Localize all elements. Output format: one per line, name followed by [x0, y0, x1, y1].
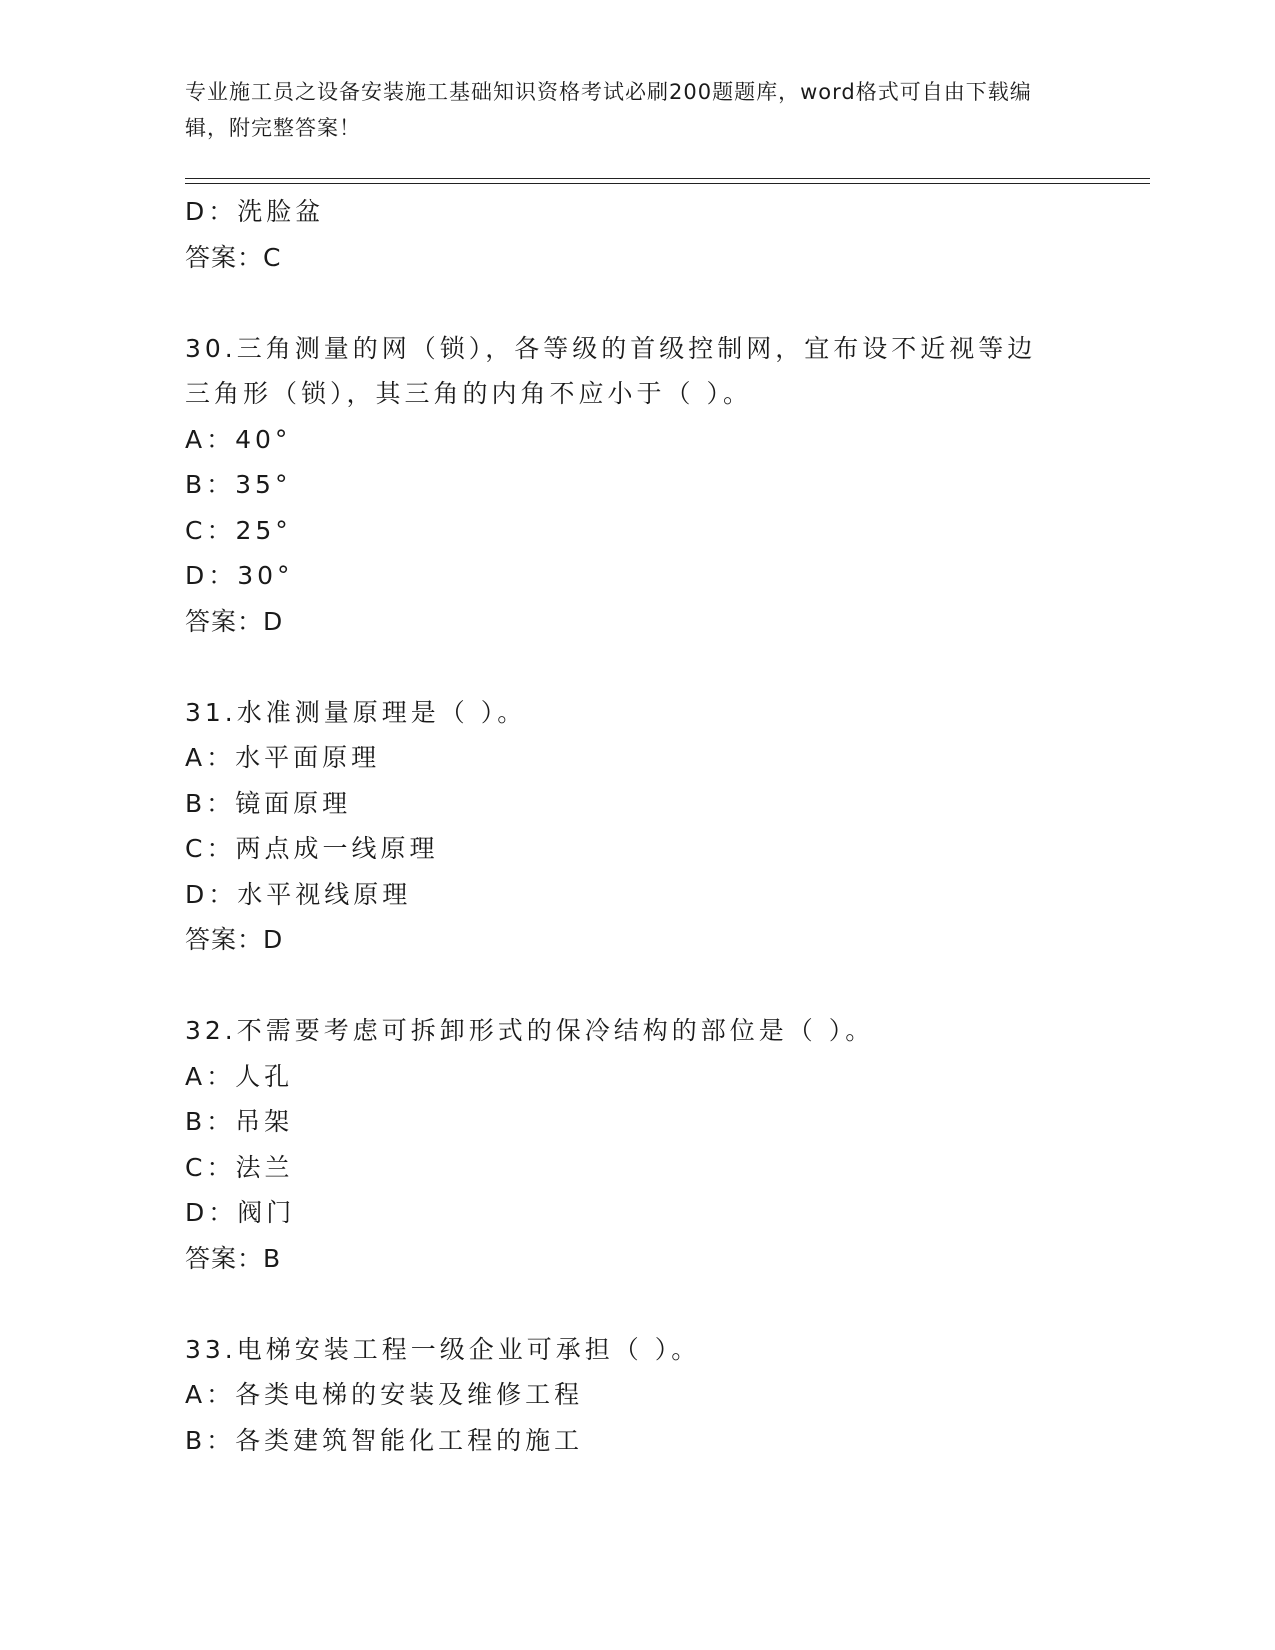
question-32-option-d: D：阀门	[185, 1198, 296, 1227]
document-header: 专业施工员之设备安装施工基础知识资格考试必刷200题题库，word格式可自由下载编辑，附完整答案！	[185, 80, 1032, 140]
header-divider-top	[185, 178, 1150, 179]
question-30-answer: 答案：D	[185, 606, 284, 636]
question-content	[185, 189, 1085, 1463]
question-31-option-c: C：两点成一线原理	[185, 834, 439, 863]
question-32-option-c: C：法兰	[185, 1152, 294, 1182]
question-32-stem: 32.不需要考虑可拆卸形式的保冷结构的部位是（ ）。	[185, 1016, 875, 1045]
question-30-option-b: B：35°	[185, 470, 292, 499]
question-31-option-a: A：水平面原理	[185, 743, 381, 772]
question-30-stem: 30.三角测量的网（锁），各等级的首级控制网，宜布设不近视等边三角形（锁），其三角的内角不应小于（ ）。	[185, 333, 1037, 408]
question-33-option-b: B：各类建筑智能化工程的施工	[185, 1425, 584, 1455]
header-divider-bottom	[185, 183, 1150, 184]
question-32-answer: 答案：B	[185, 1243, 282, 1273]
question-31-answer: 答案：D	[185, 925, 284, 954]
question-30-option-d: D：30°	[185, 561, 294, 590]
question-32-option-a: A：人孔	[185, 1061, 294, 1091]
question-31-option-b: B：镜面原理	[185, 788, 352, 818]
question-31-stem: 31.水准测量原理是（ ）。	[185, 697, 527, 727]
option-d: D：洗脸盆	[185, 197, 325, 226]
question-32-option-b: B：吊架	[185, 1107, 294, 1136]
question-30-option-c: C：25°	[185, 515, 292, 545]
question-33-option-a: A：各类电梯的安装及维修工程	[185, 1380, 584, 1409]
question-31-option-d: D：水平视线原理	[185, 879, 412, 909]
question-30-option-a: A：40°	[185, 424, 292, 454]
answer: 答案：C	[185, 242, 282, 272]
question-33-stem: 33.电梯安装工程一级企业可承担（ ）。	[185, 1334, 701, 1364]
